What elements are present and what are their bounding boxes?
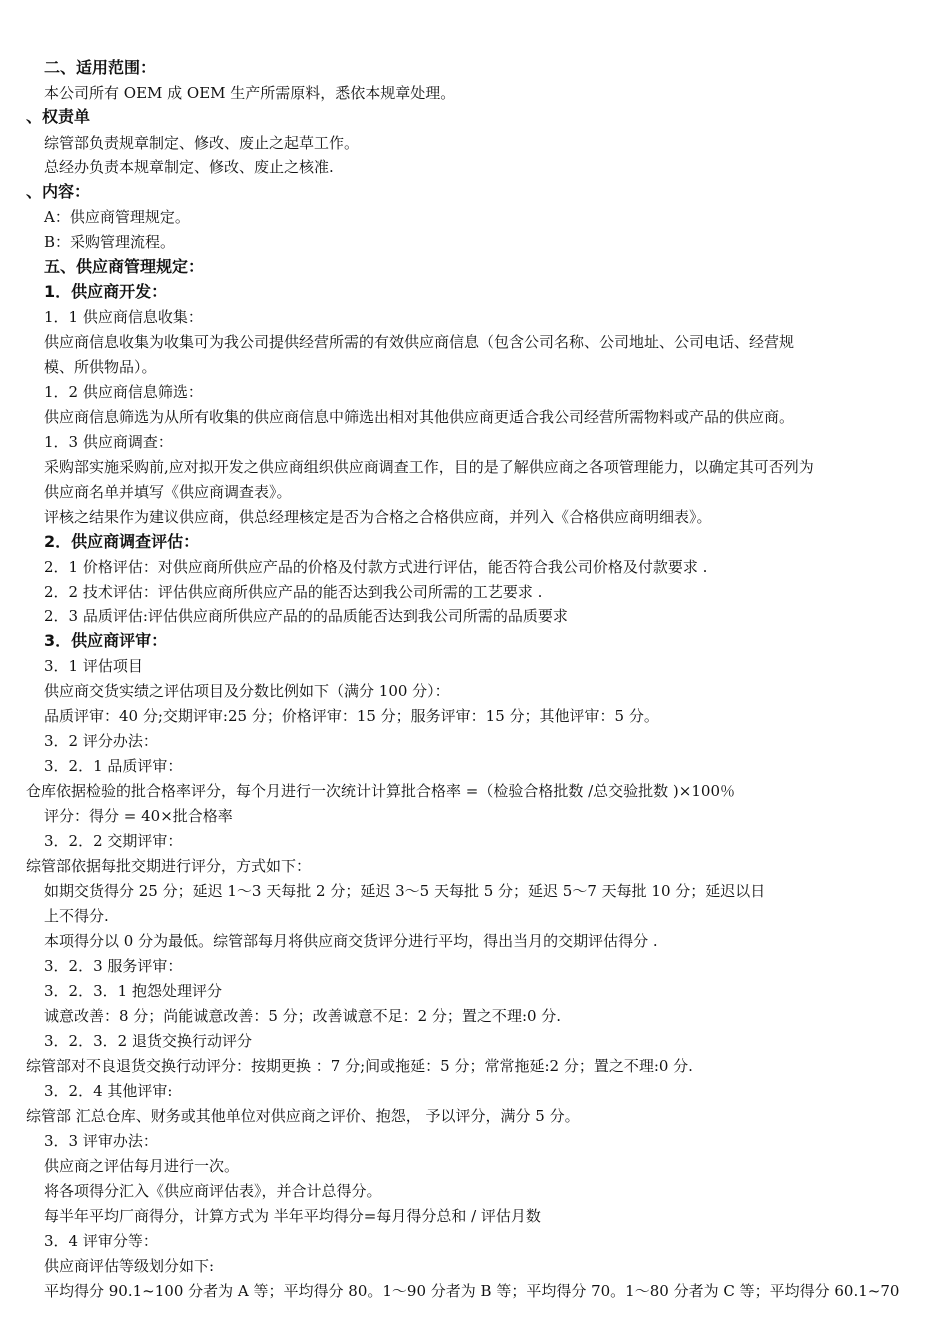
subsection-heading: 3．供应商评审：: [44, 631, 168, 650]
paragraph-line: 综管部 汇总仓库、财务或其他单位对供应商之评价、抱怨， 予以评分，满分 5 分。: [26, 1107, 580, 1125]
paragraph-line: A：供应商管理规定。: [44, 208, 190, 226]
paragraph-line: 综管部负责规章制定、修改、废止之起草工作。: [44, 134, 360, 152]
paragraph-line: 模、所供物品）。: [44, 358, 157, 376]
paragraph-line: 综管部对不良退货交换行动评分：按期更换 ：7 分;间或拖延：5 分；常常拖延:2 分；置之不理:0 分.: [26, 1057, 693, 1075]
paragraph-line: 上不得分.: [44, 907, 109, 925]
paragraph-line: 3．2．3．1 抱怨处理评分: [44, 982, 222, 1000]
paragraph-line: 评核之结果作为建议供应商，供总经理核定是否为合格之合格供应商，并列入《合格供应商明细表》。: [44, 508, 712, 526]
paragraph-line: 本项得分以 0 分为最低。综管部每月将供应商交货评分进行平均，得出当月的交期评估得分 .: [44, 932, 658, 950]
paragraph-line: 3．2．2 交期评审：: [44, 832, 183, 850]
paragraph-line: 供应商信息收集为收集可为我公司提供经营所需的有效供应商信息（包含公司名称、公司地址、公司电话、经营规: [44, 333, 795, 351]
paragraph-line: 每半年平均厂商得分，计算方式为 半年平均得分=每月得分总和 / 评估月数: [44, 1207, 541, 1225]
paragraph-line: 本公司所有 OEM 成 OEM 生产所需原料，悉依本规章处理。: [44, 84, 456, 102]
paragraph-line: 采购部实施采购前,应对拟开发之供应商组织供应商调查工作，目的是了解供应商之各项管理能力，以确定其可否列为: [44, 458, 814, 476]
paragraph-line: 仓库依据检验的批合格率评分，每个月进行一次统计计算批合格率 =（检验合格批数 /总交验批数 )×100％: [26, 782, 735, 800]
paragraph-line: 平均得分 90.1~100 分者为 A 等；平均得分 80。1～90 分者为 B 等；平均得分 70。1～80 分者为 C 等；平均得分 60.1~70: [44, 1282, 900, 1300]
paragraph-line: 3．2．4 其他评审:: [44, 1082, 173, 1100]
paragraph-line: 3．2．3．2 退货交换行动评分: [44, 1032, 252, 1050]
paragraph-line: 供应商名单并填写《供应商调查表》。: [44, 483, 292, 501]
paragraph-line: 1．1 供应商信息收集：: [44, 308, 203, 326]
paragraph-line: 如期交货得分 25 分；延迟 1～3 天每批 2 分；延迟 3～5 天每批 5 分；延迟 5～7 天每批 10 分；延迟以日: [44, 882, 766, 900]
paragraph-line: 供应商评估等级划分如下:: [44, 1257, 215, 1275]
paragraph-line: 1．2 供应商信息筛选：: [44, 383, 203, 401]
paragraph-line: 总经办负责本规章制定、修改、废止之核准.: [44, 158, 334, 176]
paragraph-line: 品质评审：40 分;交期评审:25 分；价格评审：15 分；服务评审：15 分；其他评审：5 分。: [44, 707, 659, 725]
paragraph-line: 将各项得分汇入《供应商评估表》，并合计总得分。: [44, 1182, 382, 1200]
subsection-heading: 1．供应商开发：: [44, 282, 168, 301]
paragraph-line: 2．2 技术评估：评估供应商所供应产品的能否达到我公司所需的工艺要求 .: [44, 583, 543, 601]
paragraph-line: 3．1 评估项目: [44, 657, 143, 675]
paragraph-line: 供应商交货实绩之评估项目及分数比例如下（满分 100 分）：: [44, 682, 450, 700]
paragraph-line: 评分：得分 = 40×批合格率: [44, 807, 233, 825]
paragraph-line: 1．3 供应商调查：: [44, 433, 173, 451]
section-heading-supplier-rules: 五、供应商管理规定：: [44, 257, 205, 276]
subsection-heading: 2．供应商调查评估：: [44, 532, 200, 551]
paragraph-line: 2．3 品质评估:评估供应商所供应产品的的品质能否达到我公司所需的品质要求: [44, 607, 568, 625]
paragraph-line: 3．2．3 服务评审：: [44, 957, 183, 975]
paragraph-line: 供应商之评估每月进行一次。: [44, 1157, 240, 1175]
paragraph-line: 综管部依据每批交期进行评分，方式如下：: [26, 857, 312, 875]
section-heading-responsibility: 、权责单: [26, 107, 91, 126]
paragraph-line: 3．2．1 品质评审：: [44, 757, 183, 775]
section-heading-content: 、内容：: [26, 182, 91, 201]
paragraph-line: 诚意改善：8 分；尚能诚意改善：5 分；改善诚意不足：2 分；置之不理:0 分.: [44, 1007, 562, 1025]
section-heading-scope: 二、适用范围：: [44, 58, 157, 77]
paragraph-line: 3．4 评审分等：: [44, 1232, 158, 1250]
paragraph-line: 供应商信息筛选为从所有收集的供应商信息中筛选出相对其他供应商更适合我公司经营所需物料或产品的供应商。: [44, 408, 795, 426]
paragraph-line: 3．3 评审办法：: [44, 1132, 158, 1150]
paragraph-line: 2．1 价格评估：对供应商所供应产品的价格及付款方式进行评估，能否符合我公司价格及付款要求 .: [44, 558, 708, 576]
paragraph-line: B：采购管理流程。: [44, 233, 176, 251]
paragraph-line: 3．2 评分办法：: [44, 732, 158, 750]
